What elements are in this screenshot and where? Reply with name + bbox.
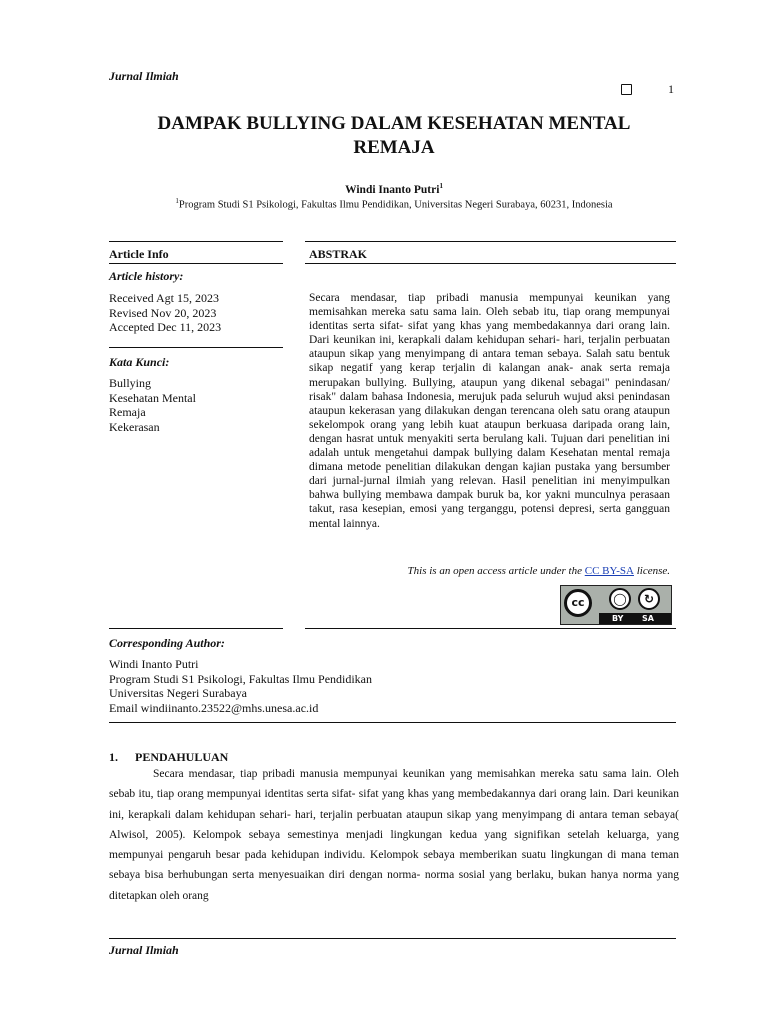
title-line-2: REMAJA — [353, 137, 435, 158]
corresponding-university: Universitas Negeri Surabaya — [109, 686, 247, 700]
badge-sa-label: SA — [642, 614, 654, 623]
intro-heading — [109, 750, 228, 765]
abstract-text: Secara mendasar, tiap pribadi manusia mempunyai keunikan yang memisahkan mereka satu sama lain. Oleh sebab itu, tiap orang mempunyai identitas serta sifat- sifat yang khas yang membedakannya dari orang lain. Dari keunikan ini, kerapkali dalam kehidupan sehari- hari, terjalin perbuatan ataupun sikap yang menyimpang di antara teman sebaya. Salah satu bentuk sikap negatif yang kerap terjalin di kalangan anak- anak serta remaja merupakan bullying. Bullying, ataupun yang dikenal sebagai" penindasan/ risak" dalam bahasa Indonesia, merujuk pada seluruh wujud aksi penindasan ataupun kekerasan yang dilakukan dengan terencana oleh satu orang ataupun sekelompok orang yang lebih kuat ataupun berkuasa daripada orang lain, dengan hasrat untuk menyakiti serta berulang kali. Tujuan dari penelitian ini adalah untuk mengetahui dampak bullying dalam Kesehatan mental remaja dimana metode penelitian dilakukan dengan kajian pustaka yang bersumber dari jurnal-jurnal ilmiah yang relevan. Hasil penelitian ini menyimpulkan bahwa bullying membawa dampak buruk ba, kor yakni munculnya perasaan takut, rasa kesepian, emosi yang terganggu, potensi depresi, serta gangguan mental lainnya. — [309, 292, 670, 530]
footer-rule — [109, 938, 676, 939]
intro-number: 1. — [109, 750, 118, 764]
affiliation-text: Program Studi S1 Psikologi, Fakultas Ilmu Pendidikan, Universitas Negeri Surabaya, 60231, Indonesia — [178, 199, 613, 211]
keyword-item: Kekerasan — [109, 419, 160, 434]
corresponding-author-details — [109, 657, 372, 715]
footer-journal: Jurnal Ilmiah — [109, 943, 179, 957]
article-history-dates — [109, 291, 221, 335]
title-line-1: DAMPAK BULLYING DALAM KESEHATAN MENTAL — [157, 113, 631, 134]
received-date: Received Agt 15, 2023 — [109, 291, 219, 305]
affiliation-superscript: 1 — [175, 197, 179, 205]
author-affiliation — [80, 197, 708, 211]
abstract-heading-rule — [305, 263, 676, 264]
corresponding-program: Program Studi S1 Psikologi, Fakultas Ilmu Pendidikan — [109, 671, 373, 686]
intro-paragraph — [109, 764, 679, 906]
author-superscript: 1 — [439, 182, 443, 190]
running-header-journal: Jurnal Ilmiah — [109, 69, 179, 83]
keyword-item: Bullying — [109, 376, 152, 390]
corresponding-name: Windi Inanto Putri — [109, 657, 199, 671]
cc-by-sa-link[interactable]: CC BY-SA — [584, 565, 634, 577]
license-note — [309, 565, 670, 577]
license-suffix: license. — [633, 565, 670, 577]
corresponding-rule-right — [305, 628, 676, 629]
license-prefix: This is an open access article under the — [407, 565, 585, 577]
revised-date: Revised Nov 20, 2023 — [109, 305, 217, 320]
article-info-heading-rule — [109, 263, 283, 264]
intro-text: Secara mendasar, tiap pribadi manusia mempunyai keunikan yang memisahkan mereka satu sama lain. Oleh sebab itu, tiap orang mempunyai identitas serta sifat- sifat yang khas yang membedakannya dari orang lain. Dari keunikan ini, kerapkali dalam kehidupan sehari- hari, terjalin perbuatan ataupun sikap yang menyimpang di antara teman sebaya( Alwisol, 2005). Kelompok sebaya semestinya menjadi lingkungan kedua yang signifikan setelah keluarga, yang mempunyai pengaruh besar pada kehidupan individu. Kelompok sebaya memberikan suatu lingkungan di mana teman sebaya bisa berhubungan serta menyesuaikan diri dengan norma- norma sosial yang berlaku, bukan hanya norma yang ditetapkan oleh orang — [109, 768, 679, 902]
cc-icon: cc — [564, 589, 592, 617]
keyword-item: Kesehatan Mental — [109, 390, 196, 405]
intro-title: PENDAHULUAN — [135, 750, 229, 764]
article-info-top-rule — [109, 241, 283, 242]
accepted-date: Accepted Dec 11, 2023 — [109, 320, 222, 334]
corresponding-email: Email windiinanto.23522@mhs.unesa.ac.id — [109, 700, 319, 715]
corresponding-rule-left — [109, 628, 283, 629]
cc-by-sa-badge[interactable] — [560, 585, 672, 625]
author-name-text: Windi Inanto Putri — [345, 183, 440, 196]
author-name — [100, 182, 688, 196]
article-info-heading: Article Info — [109, 247, 169, 261]
person-icon: ◯ — [609, 588, 631, 610]
badge-label-strip — [599, 613, 671, 624]
keywords-list — [109, 376, 196, 434]
keywords-label: Kata Kunci: — [109, 355, 170, 369]
keyword-item: Remaja — [109, 405, 146, 419]
article-title — [100, 112, 688, 160]
corresponding-bottom-rule — [109, 722, 676, 723]
badge-by-label: BY — [612, 614, 624, 623]
abstract-heading: ABSTRAK — [309, 247, 368, 261]
share-alike-icon: ↻ — [638, 588, 660, 610]
keywords-rule — [109, 347, 283, 348]
square-icon — [621, 84, 632, 95]
page-number: 1 — [668, 82, 674, 96]
corresponding-author-label: Corresponding Author: — [109, 636, 225, 650]
abstract-top-rule — [305, 241, 676, 242]
article-history-label: Article history: — [109, 269, 184, 283]
